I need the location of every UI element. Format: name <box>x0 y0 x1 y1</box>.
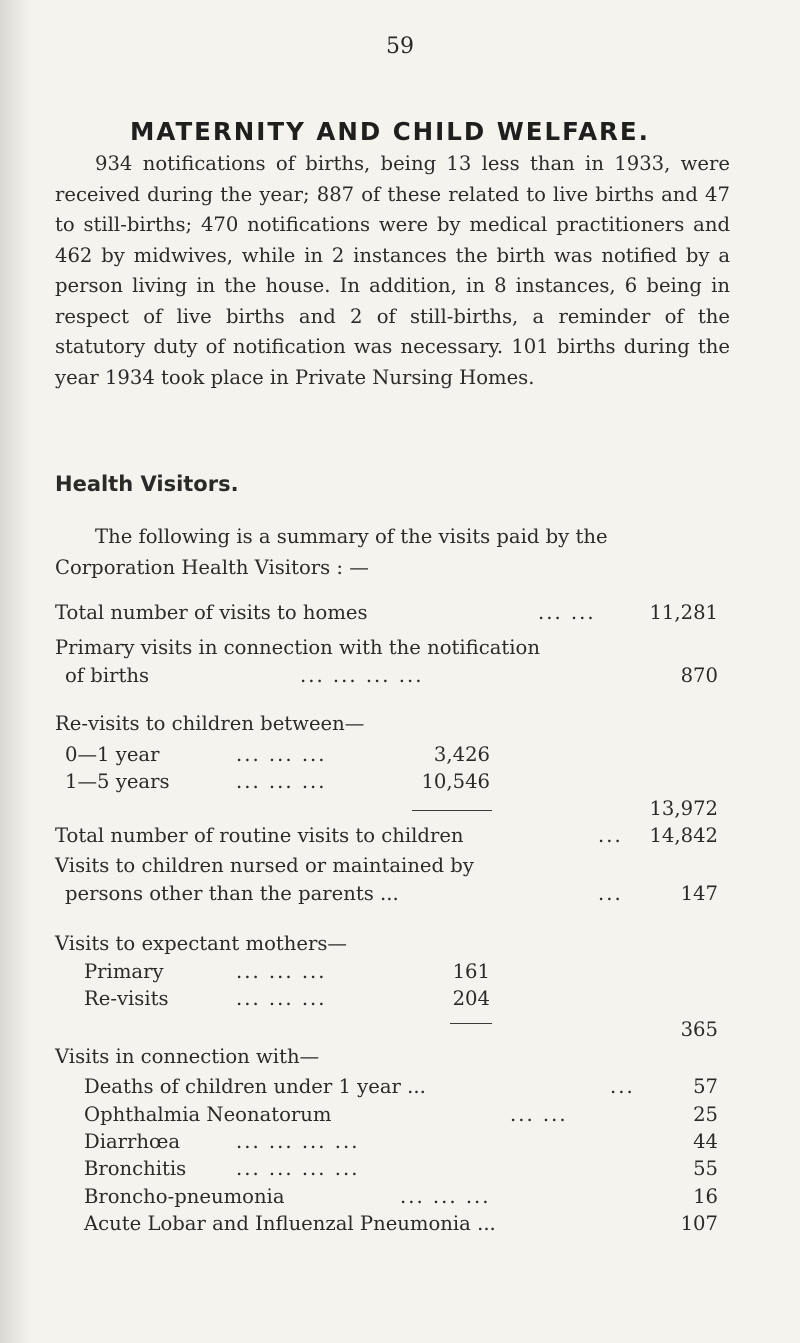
nursed-visits-label-line1: Visits to children nursed or maintained by <box>55 854 474 877</box>
connection-label: Visits in connection with— <box>55 1045 320 1068</box>
primary-visits-label-line1: Primary visits in connection with the notification <box>55 636 540 659</box>
primary-visits-dots: ... ... ... ... <box>300 664 424 687</box>
connection-ophthalmia-label: Ophthalmia Neonatorum <box>84 1103 332 1126</box>
notifications-paragraph <box>55 149 730 393</box>
primary-visits-label-line2: of births <box>65 664 150 687</box>
connection-bronchitis-dots: ... ... ... ... <box>236 1157 360 1180</box>
connection-broncho-value: 16 <box>693 1185 718 1208</box>
section-intro-text: The following is a summary of the visits paid by the Corporation Health Visitors : — <box>55 525 608 579</box>
connection-diarrhoea-label: Diarrhœa <box>84 1130 181 1153</box>
nursed-visits-value: 147 <box>680 882 718 905</box>
routine-visits-label: Total number of routine visits to children <box>55 824 464 847</box>
connection-diarrhoea-value: 44 <box>693 1130 718 1153</box>
expectant-revisits-label: Re-visits <box>84 987 169 1010</box>
page-title: MATERNITY AND CHILD WELFARE. <box>130 117 650 146</box>
connection-diarrhoea-dots: ... ... ... ... <box>236 1130 360 1153</box>
revisits-label: Re-visits to children between— <box>55 712 365 735</box>
nursed-visits-label-line2: persons other than the parents ... <box>65 882 399 905</box>
revisits-sum-rule <box>412 810 492 811</box>
connection-deaths-label: Deaths of children under 1 year ... <box>84 1075 426 1098</box>
primary-visits-value: 870 <box>680 664 718 687</box>
total-visits-label: Total number of visits to homes <box>55 601 368 624</box>
expectant-primary-value: 161 <box>452 960 490 983</box>
connection-bronchitis-label: Bronchitis <box>84 1157 187 1180</box>
revisits-row-0-1-dots: ... ... ... <box>236 743 327 766</box>
revisits-row-1-5-dots: ... ... ... <box>236 770 327 793</box>
connection-broncho-label: Broncho-pneumonia <box>84 1185 285 1208</box>
expectant-label: Visits to expectant mothers— <box>55 932 347 955</box>
expectant-primary-dots: ... ... ... <box>236 960 327 983</box>
connection-deaths-dots: ... <box>610 1075 635 1098</box>
page-number: 59 <box>386 34 414 59</box>
section-heading: Health Visitors. <box>55 472 239 496</box>
connection-bronchitis-value: 55 <box>693 1157 718 1180</box>
connection-deaths-value: 57 <box>693 1075 718 1098</box>
revisits-row-0-1-value: 3,426 <box>433 743 490 766</box>
expectant-total-value: 365 <box>680 1018 718 1041</box>
total-visits-value: 11,281 <box>649 601 718 624</box>
nursed-visits-dots: ... <box>598 882 623 905</box>
connection-pneumonia-value: 107 <box>680 1212 718 1235</box>
notifications-text: 934 notifications of births, being 13 less than in 1933, were received during the year; 887 of these related to live births and 47 to still-births; 470 notifications were by medical practitioners and 462 by midwives, while in 2 instances the birth was notified by a person living in the house. In addition, in 8 instances, 6 being in respect of live births and 2 of still-births, a reminder of the statutory duty of notification was necessary. 101 births during the year 1934 took place in Private Nursing Homes. <box>55 152 730 389</box>
connection-broncho-dots: ... ... ... <box>400 1185 491 1208</box>
expectant-revisits-value: 204 <box>452 987 490 1010</box>
connection-ophthalmia-value: 25 <box>693 1103 718 1126</box>
expectant-revisits-dots: ... ... ... <box>236 987 327 1010</box>
page-edge-shadow <box>0 0 30 1343</box>
revisits-row-0-1-label: 0—1 year <box>65 743 160 766</box>
connection-pneumonia-label: Acute Lobar and Influenzal Pneumonia ... <box>84 1212 496 1235</box>
connection-ophthalmia-dots: ... ... <box>510 1103 568 1126</box>
expectant-sum-rule <box>450 1023 492 1024</box>
revisits-row-1-5-label: 1—5 years <box>65 770 170 793</box>
total-visits-dots: ... ... <box>538 601 596 624</box>
revisits-total-value: 13,972 <box>649 797 718 820</box>
section-intro <box>55 522 725 583</box>
routine-visits-value: 14,842 <box>649 824 718 847</box>
expectant-primary-label: Primary <box>84 960 164 983</box>
routine-visits-dots: ... <box>598 824 623 847</box>
revisits-row-1-5-value: 10,546 <box>421 770 490 793</box>
